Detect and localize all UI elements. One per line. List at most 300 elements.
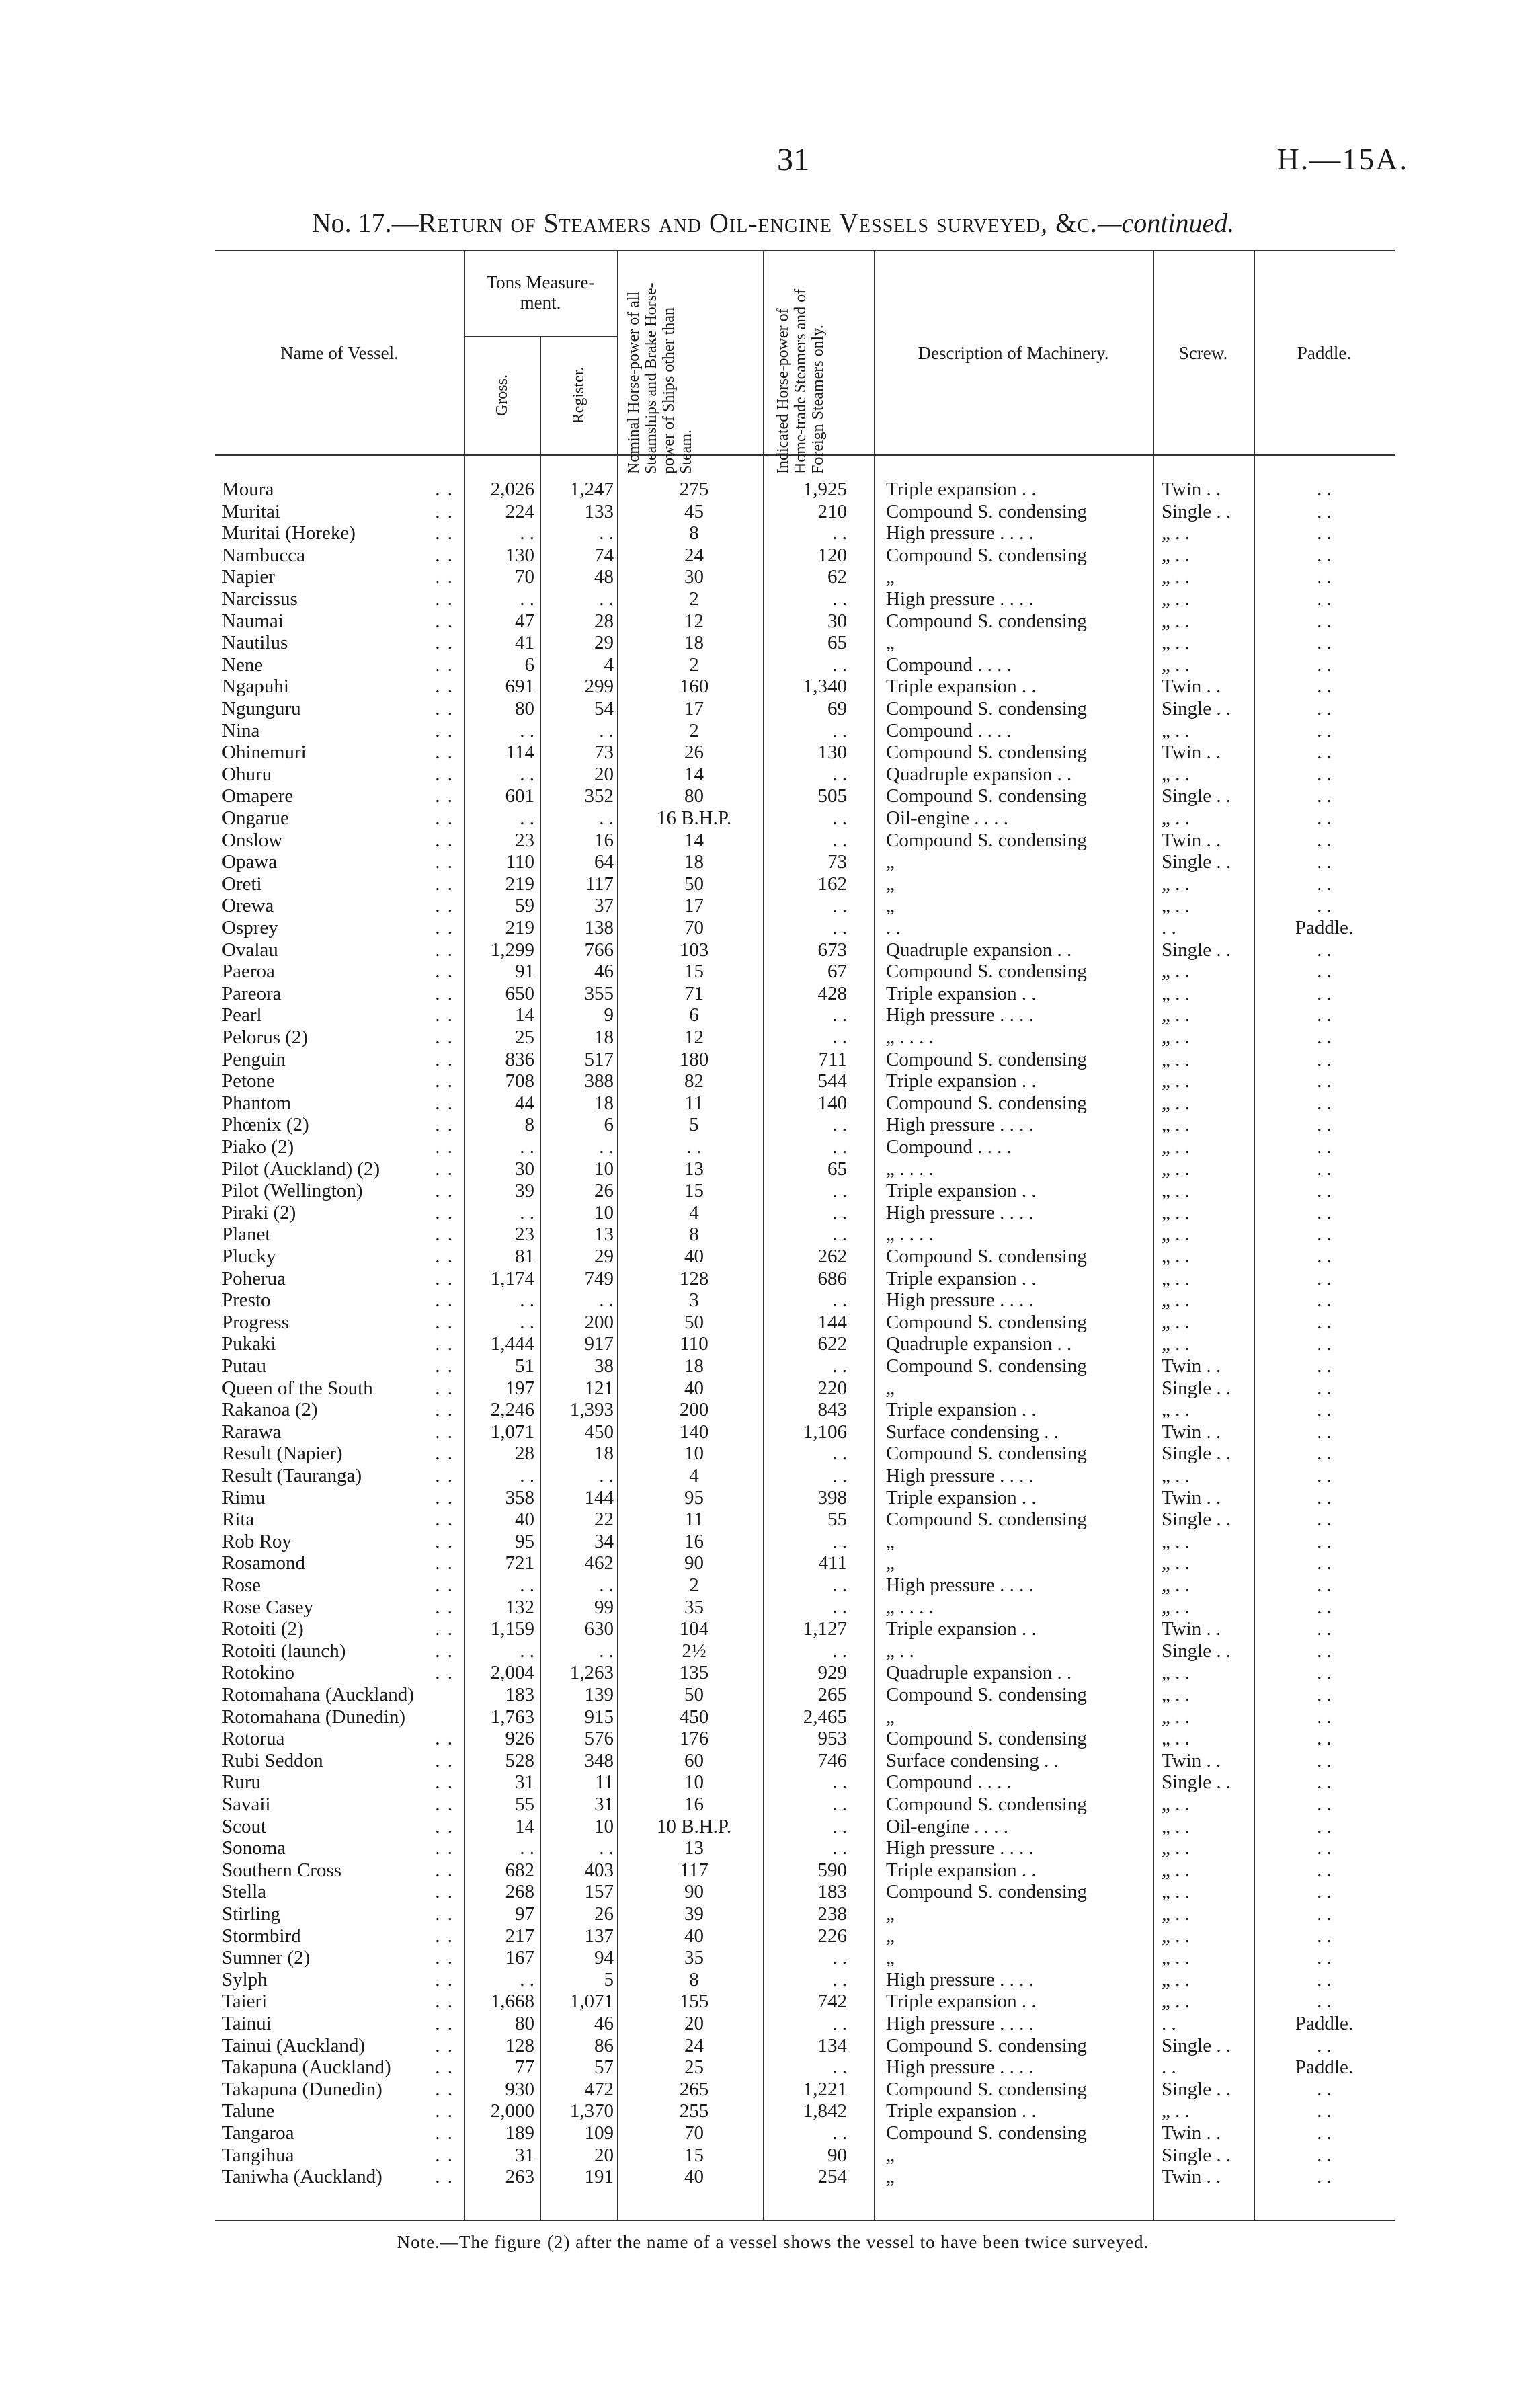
vessel-name: Poherua <box>222 1267 286 1289</box>
table-row <box>0 1618 1540 1640</box>
paddle-type: . . <box>1317 1114 1332 1136</box>
table-row <box>0 1816 1540 1838</box>
register-tons: 9 <box>604 1004 614 1027</box>
screw-type: „ . . <box>1162 1706 1190 1728</box>
screw-type: Twin . . <box>1162 829 1221 851</box>
gross-tons: 6 <box>524 653 534 676</box>
vessel-name: Omapere <box>222 785 294 807</box>
screw-type: „ . . <box>1162 1530 1190 1552</box>
screw-type: „ . . <box>1162 1991 1190 2013</box>
machinery-description: „ . . . . <box>886 1596 934 1618</box>
leader-dots: . . <box>435 829 454 851</box>
gross-tons: 130 <box>505 544 534 566</box>
paddle-type: . . <box>1317 1092 1332 1114</box>
vessel-name: Phœnix (2) <box>222 1114 309 1136</box>
indicated-horse-power: 1,925 <box>803 479 847 500</box>
gross-tons: 40 <box>515 1509 534 1531</box>
register-tons: 917 <box>584 1333 614 1355</box>
machinery-description: High pressure . . . . <box>886 1004 1034 1027</box>
indicated-horse-power: 742 <box>817 1991 847 2013</box>
leader-dots: . . <box>435 1947 454 1969</box>
table-row <box>0 1684 1540 1706</box>
indicated-horse-power: 1,127 <box>803 1618 847 1640</box>
nominal-horse-power: 11 <box>684 1092 704 1114</box>
gross-tons: 114 <box>505 741 534 764</box>
screw-type: Single . . <box>1162 1509 1231 1531</box>
document-reference: H.—15A. <box>1276 142 1408 176</box>
screw-type: Twin . . <box>1162 1486 1221 1509</box>
leader-dots: . . <box>435 632 454 654</box>
leader-dots: . . <box>435 719 454 741</box>
vessel-name: Onslow <box>222 829 283 851</box>
nominal-horse-power: 450 <box>679 1706 709 1728</box>
register-tons: 403 <box>584 1859 614 1881</box>
vessel-name: Sumner (2) <box>222 1947 311 1969</box>
header-nominal-horse-power: Nominal Horse-power of all Steamships and Brake Horse-power of Ships other than Steam. <box>625 282 695 474</box>
screw-type: „ . . <box>1162 2100 1190 2122</box>
leader-dots: . . <box>435 2100 454 2122</box>
vessel-name: Rotomahana (Dunedin) <box>222 1706 406 1728</box>
paddle-type: . . <box>1317 1136 1332 1158</box>
register-tons: 915 <box>584 1706 614 1728</box>
screw-type: Single . . <box>1162 500 1231 522</box>
machinery-description: Compound S. condensing <box>886 500 1087 522</box>
gross-tons: 1,299 <box>490 938 534 961</box>
register-tons: 139 <box>584 1684 614 1706</box>
vessel-name: Rose Casey <box>222 1596 314 1618</box>
register-tons: . . <box>599 588 614 610</box>
register-tons: 117 <box>585 873 614 895</box>
screw-type: . . <box>1162 917 1176 938</box>
gross-tons: 1,159 <box>490 1618 534 1640</box>
paddle-type: Paddle. <box>1295 917 1354 938</box>
indicated-horse-power: 65 <box>827 632 847 654</box>
leader-dots: . . <box>435 1180 454 1202</box>
leader-dots: . . <box>435 544 454 566</box>
register-tons: 48 <box>594 566 614 588</box>
leader-dots: . . <box>435 1749 454 1771</box>
vessel-name: Tangaroa <box>222 2122 294 2144</box>
table-row <box>0 1509 1540 1531</box>
machinery-description: Compound S. condensing <box>886 1092 1087 1114</box>
leader-dots: . . <box>435 1815 454 1837</box>
paddle-type: . . <box>1317 1706 1332 1728</box>
indicated-horse-power: 673 <box>817 938 847 961</box>
nominal-horse-power: 6 <box>689 1004 699 1027</box>
register-tons: 94 <box>594 1947 614 1969</box>
register-tons: 20 <box>594 763 614 785</box>
table-row <box>0 1640 1540 1662</box>
table-row <box>0 1158 1540 1180</box>
register-tons: 348 <box>584 1749 614 1771</box>
gross-tons: 41 <box>515 632 534 654</box>
machinery-description: High pressure . . . . <box>886 522 1034 545</box>
leader-dots: . . <box>435 1991 454 2013</box>
machinery-description: „ . . . . <box>886 1158 934 1180</box>
paddle-type: . . <box>1317 1443 1332 1465</box>
paddle-type: Paddle. <box>1295 2013 1354 2034</box>
vessel-name: Result (Tauranga) <box>222 1465 362 1486</box>
indicated-horse-power: . . <box>832 2122 847 2144</box>
paddle-type: . . <box>1317 741 1332 764</box>
gross-tons: 721 <box>505 1552 534 1574</box>
gross-tons: . . <box>520 1465 534 1486</box>
paddle-type: . . <box>1317 1465 1332 1486</box>
indicated-horse-power: 544 <box>817 1070 847 1092</box>
table-row <box>0 1027 1540 1049</box>
screw-type: „ . . <box>1162 632 1190 654</box>
leader-dots: . . <box>435 610 454 632</box>
gross-tons: 1,444 <box>490 1333 534 1355</box>
table-title <box>134 207 1412 239</box>
table-row <box>0 1246 1540 1268</box>
nominal-horse-power: 39 <box>684 1903 704 1925</box>
vessel-name: Rotokino <box>222 1662 294 1684</box>
machinery-description: Compound S. condensing <box>886 1048 1087 1070</box>
table-row <box>0 654 1540 676</box>
table-row <box>0 1377 1540 1400</box>
nominal-horse-power: . . <box>686 1136 702 1158</box>
vessel-name: Orewa <box>222 895 274 917</box>
header-indicated-horse-power: Indicated Horse-power of Home-trade Steamers and of Foreign Steamers only. <box>774 288 827 474</box>
vessel-name: Tainui <box>222 2013 272 2034</box>
machinery-description: „ . . . . <box>886 1027 934 1048</box>
vessel-name: Putau <box>222 1355 267 1377</box>
screw-type: Single . . <box>1162 851 1231 873</box>
vessel-name: Pilot (Wellington) <box>222 1180 363 1202</box>
register-tons: 121 <box>584 1377 614 1399</box>
machinery-description: Quadruple expansion . . <box>886 1333 1072 1355</box>
indicated-horse-power: . . <box>832 522 847 545</box>
nominal-horse-power: 16 <box>684 1530 704 1552</box>
paddle-type: . . <box>1317 1947 1332 1969</box>
nominal-horse-power: 15 <box>684 2144 704 2166</box>
register-tons: 18 <box>594 1092 614 1114</box>
leader-dots: . . <box>435 1443 454 1465</box>
indicated-horse-power: . . <box>832 588 847 610</box>
table-top-rule <box>215 250 1395 251</box>
table-row <box>0 1268 1540 1290</box>
screw-type: Single . . <box>1162 1443 1231 1465</box>
table-row <box>0 1991 1540 2013</box>
indicated-horse-power: . . <box>832 653 847 676</box>
nominal-horse-power: 14 <box>684 763 704 785</box>
register-tons: 74 <box>594 544 614 566</box>
screw-type: „ . . <box>1162 719 1190 741</box>
nominal-horse-power: 82 <box>684 1070 704 1092</box>
leader-dots: . . <box>435 1224 454 1246</box>
nominal-horse-power: 104 <box>679 1618 709 1640</box>
vessel-name: Ongarue <box>222 807 289 829</box>
table-row <box>0 610 1540 633</box>
machinery-description: Quadruple expansion . . <box>886 1662 1072 1684</box>
table-row <box>0 917 1540 939</box>
nominal-horse-power: 95 <box>684 1486 704 1509</box>
vessel-name: Oreti <box>222 873 262 895</box>
paddle-type: . . <box>1317 895 1332 917</box>
paddle-type: . . <box>1317 1158 1332 1180</box>
indicated-horse-power: . . <box>832 1640 847 1662</box>
leader-dots: . . <box>435 873 454 895</box>
indicated-horse-power: 162 <box>817 873 847 895</box>
nominal-horse-power: 155 <box>679 1991 709 2013</box>
screw-type: Twin . . <box>1162 1420 1221 1443</box>
paddle-type: . . <box>1317 1048 1332 1070</box>
gross-tons: 23 <box>515 829 534 851</box>
register-tons: 10 <box>594 1815 614 1837</box>
indicated-horse-power: . . <box>832 1574 847 1596</box>
screw-type: „ . . <box>1162 1465 1190 1486</box>
register-tons: 37 <box>594 895 614 917</box>
indicated-horse-power: 262 <box>817 1246 847 1267</box>
paddle-type: . . <box>1317 829 1332 851</box>
leader-dots: . . <box>435 1311 454 1333</box>
vessel-name: Plucky <box>222 1246 276 1267</box>
indicated-horse-power: 134 <box>817 2034 847 2056</box>
indicated-horse-power: 398 <box>817 1486 847 1509</box>
vessel-name: Nina <box>222 719 260 741</box>
machinery-description: „ <box>886 1947 895 1969</box>
machinery-description: Triple expansion . . <box>886 1070 1037 1092</box>
gross-tons: 70 <box>515 566 534 588</box>
register-tons: 138 <box>584 917 614 938</box>
indicated-horse-power: 1,842 <box>803 2100 847 2122</box>
nominal-horse-power: 70 <box>684 917 704 938</box>
paddle-type: . . <box>1317 1377 1332 1399</box>
paddle-type: . . <box>1317 2122 1332 2144</box>
screw-type: „ . . <box>1162 1837 1190 1859</box>
paddle-type: . . <box>1317 785 1332 807</box>
nominal-horse-power: 5 <box>689 1114 699 1136</box>
table-row <box>0 895 1540 917</box>
leader-dots: . . <box>435 676 454 698</box>
vessel-name: Sylph <box>222 1968 268 1991</box>
paddle-type: . . <box>1317 1355 1332 1377</box>
vessel-name: Progress <box>222 1311 289 1333</box>
indicated-horse-power: 1,106 <box>803 1420 847 1443</box>
register-tons: 86 <box>594 2034 614 2056</box>
table-row <box>0 873 1540 895</box>
vessel-name: Stirling <box>222 1903 281 1925</box>
paddle-type: . . <box>1317 719 1332 741</box>
nominal-horse-power: 71 <box>684 982 704 1004</box>
nominal-horse-power: 70 <box>684 2122 704 2144</box>
leader-dots: . . <box>435 1246 454 1267</box>
gross-tons: . . <box>520 1289 534 1312</box>
paddle-type: . . <box>1317 807 1332 829</box>
indicated-horse-power: 843 <box>817 1399 847 1421</box>
gross-tons: 97 <box>515 1903 534 1925</box>
register-tons: 144 <box>584 1486 614 1509</box>
indicated-horse-power: 73 <box>827 851 847 873</box>
indicated-horse-power: . . <box>832 2013 847 2034</box>
table-row <box>0 1552 1540 1574</box>
leader-dots: . . <box>435 1355 454 1377</box>
paddle-type: . . <box>1317 1640 1332 1662</box>
table-row <box>0 1706 1540 1728</box>
nominal-horse-power: 200 <box>679 1399 709 1421</box>
vessel-name: Muritai <box>222 500 280 522</box>
nominal-horse-power: 24 <box>684 544 704 566</box>
screw-type: „ . . <box>1162 1859 1190 1881</box>
vessel-name: Tainui (Auckland) <box>222 2034 365 2056</box>
table-row <box>0 566 1540 588</box>
table-bottom-rule <box>215 2220 1395 2221</box>
paddle-type: . . <box>1317 1815 1332 1837</box>
register-tons: 10 <box>594 1201 614 1224</box>
gross-tons: 110 <box>505 851 534 873</box>
paddle-type: . . <box>1317 938 1332 961</box>
machinery-description: Oil-engine . . . . <box>886 1815 1009 1837</box>
leader-dots: . . <box>435 1859 454 1881</box>
vessel-name: Naumai <box>222 610 284 632</box>
paddle-type: . . <box>1317 1070 1332 1092</box>
table-row <box>0 1421 1540 1443</box>
leader-dots: . . <box>435 851 454 873</box>
gross-tons: 197 <box>505 1377 534 1399</box>
leader-dots: . . <box>435 807 454 829</box>
leader-dots: . . <box>435 1201 454 1224</box>
gross-tons: 1,174 <box>490 1267 534 1289</box>
screw-type: „ . . <box>1162 763 1190 785</box>
register-tons: 57 <box>594 2056 614 2079</box>
paddle-type: . . <box>1317 588 1332 610</box>
vessel-name: Presto <box>222 1289 271 1312</box>
paddle-type: . . <box>1317 2144 1332 2166</box>
vessel-name: Result (Napier) <box>222 1443 343 1465</box>
register-tons: 137 <box>584 1925 614 1947</box>
table-row <box>0 2035 1540 2057</box>
register-tons: 517 <box>584 1048 614 1070</box>
nominal-horse-power: 18 <box>684 632 704 654</box>
paddle-type: . . <box>1317 1574 1332 1596</box>
vessel-name: Taieri <box>222 1991 268 2013</box>
nominal-horse-power: 17 <box>684 698 704 719</box>
nominal-horse-power: 2 <box>689 588 699 610</box>
leader-dots: . . <box>435 522 454 545</box>
leader-dots: . . <box>435 1377 454 1399</box>
indicated-horse-power: . . <box>832 1794 847 1815</box>
indicated-horse-power: 62 <box>827 566 847 588</box>
paddle-type: . . <box>1317 1794 1332 1815</box>
nominal-horse-power: 15 <box>684 1180 704 1202</box>
gross-tons: 189 <box>505 2122 534 2144</box>
machinery-description: High pressure . . . . <box>886 1201 1034 1224</box>
register-tons: 38 <box>594 1355 614 1377</box>
register-tons: 133 <box>584 500 614 522</box>
leader-dots: . . <box>435 1574 454 1596</box>
indicated-horse-power: . . <box>832 719 847 741</box>
leader-dots: . . <box>435 1640 454 1662</box>
nominal-horse-power: 8 <box>689 1968 699 1991</box>
screw-type: „ . . <box>1162 1728 1190 1750</box>
vessel-name: Pilot (Auckland) (2) <box>222 1158 380 1180</box>
machinery-description: Triple expansion . . <box>886 676 1037 698</box>
vessel-name: Moura <box>222 479 274 500</box>
screw-type: „ . . <box>1162 1289 1190 1312</box>
table-row <box>0 2144 1540 2167</box>
screw-type: Single . . <box>1162 785 1231 807</box>
footnote: Note.—The figure (2) after the name of a vessel shows the vessel to have been twice surveyed. <box>397 2232 1149 2252</box>
vessel-name: Ngapuhi <box>222 676 289 698</box>
machinery-description: Surface condensing . . <box>886 1420 1059 1443</box>
table-row <box>0 830 1540 852</box>
screw-type: „ . . <box>1162 807 1190 829</box>
gross-tons: 30 <box>515 1158 534 1180</box>
machinery-description: High pressure . . . . <box>886 588 1034 610</box>
indicated-horse-power: 953 <box>817 1728 847 1750</box>
paddle-type: . . <box>1317 479 1332 500</box>
screw-type: „ . . <box>1162 1180 1190 1202</box>
indicated-horse-power: . . <box>832 1968 847 1991</box>
vessel-name: Pelorus (2) <box>222 1027 309 1048</box>
screw-type: Single . . <box>1162 1640 1231 1662</box>
table-row <box>0 1289 1540 1312</box>
indicated-horse-power: . . <box>832 1355 847 1377</box>
vessel-name: Rubi Seddon <box>222 1749 323 1771</box>
nominal-horse-power: 2 <box>689 1574 699 1596</box>
nominal-horse-power: 10 <box>684 1443 704 1465</box>
indicated-horse-power: 140 <box>817 1092 847 1114</box>
machinery-description: Triple expansion . . <box>886 1618 1037 1640</box>
nominal-horse-power: 180 <box>679 1048 709 1070</box>
machinery-description: „ <box>886 1903 895 1925</box>
register-tons: . . <box>599 1136 614 1158</box>
vessel-name: Pukaki <box>222 1333 276 1355</box>
gross-tons: 128 <box>505 2034 534 2056</box>
nominal-horse-power: 12 <box>684 1027 704 1048</box>
nominal-horse-power: 17 <box>684 895 704 917</box>
register-tons: 26 <box>594 1180 614 1202</box>
title-prefix: No. 17.— <box>311 208 419 238</box>
screw-type: „ . . <box>1162 1815 1190 1837</box>
gross-tons: 14 <box>515 1815 534 1837</box>
nominal-horse-power: 90 <box>684 1881 704 1903</box>
leader-dots: . . <box>435 2166 454 2188</box>
vessel-name: Sonoma <box>222 1837 286 1859</box>
machinery-description: Triple expansion . . <box>886 1399 1037 1421</box>
nominal-horse-power: 255 <box>679 2100 709 2122</box>
indicated-horse-power: 130 <box>817 741 847 764</box>
header-machinery: Description of Machinery. <box>918 343 1109 363</box>
machinery-description: Compound S. condensing <box>886 961 1087 983</box>
vessel-name: Southern Cross <box>222 1859 342 1881</box>
table-row <box>0 1969 1540 1991</box>
machinery-description: Compound S. condensing <box>886 1728 1087 1750</box>
paddle-type: . . <box>1317 1837 1332 1859</box>
nominal-horse-power: 4 <box>689 1201 699 1224</box>
screw-type: „ . . <box>1162 1399 1190 1421</box>
gross-tons: 28 <box>515 1443 534 1465</box>
indicated-horse-power: . . <box>832 917 847 938</box>
indicated-horse-power: . . <box>832 1136 847 1158</box>
vessel-name: Scout <box>222 1815 267 1837</box>
nominal-horse-power: 40 <box>684 2166 704 2188</box>
vessel-name: Muritai (Horeke) <box>222 522 356 545</box>
machinery-description: „ <box>886 1530 895 1552</box>
leader-dots: . . <box>435 653 454 676</box>
nominal-horse-power: 13 <box>684 1158 704 1180</box>
nominal-horse-power: 35 <box>684 1947 704 1969</box>
header-screw: Screw. <box>1178 343 1228 363</box>
register-tons: 766 <box>584 938 614 961</box>
screw-type: „ . . <box>1162 522 1190 545</box>
leader-dots: . . <box>435 1771 454 1794</box>
nominal-horse-power: 40 <box>684 1925 704 1947</box>
register-tons: 16 <box>594 829 614 851</box>
register-tons: 299 <box>584 676 614 698</box>
vessel-name: Ruru <box>222 1771 261 1794</box>
